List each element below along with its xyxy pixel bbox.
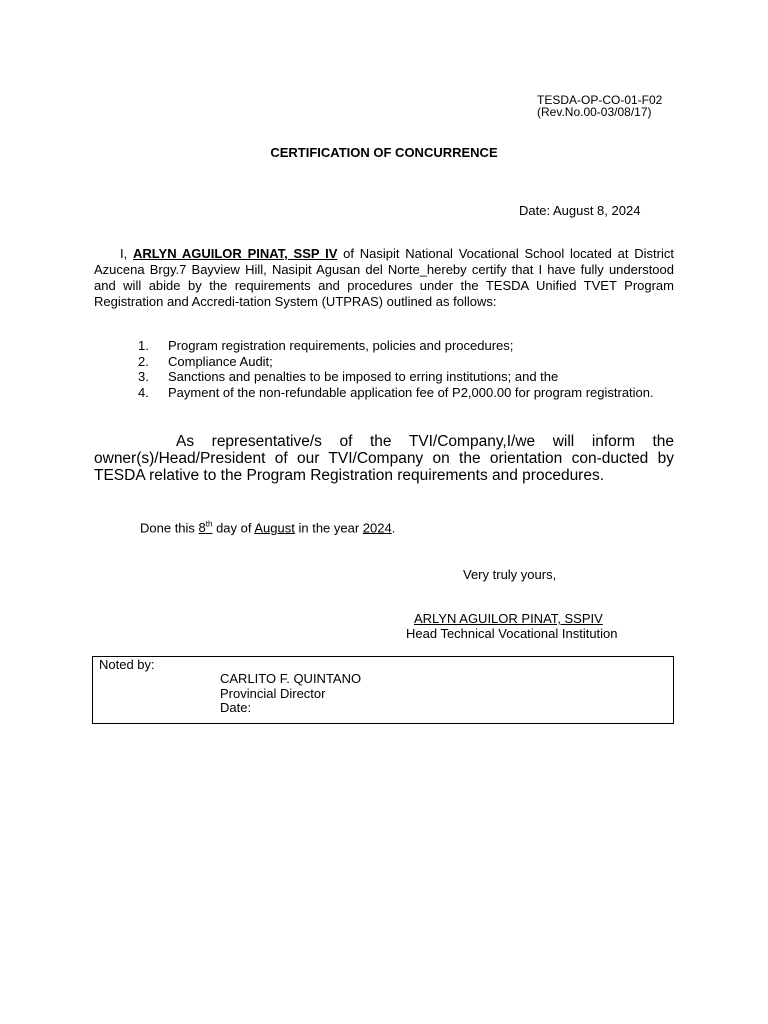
list-text: Compliance Audit;: [168, 353, 273, 369]
closing-line: Very truly yours,: [463, 567, 557, 582]
done-mid2: in the year: [294, 520, 363, 536]
list-number: 1.: [138, 338, 149, 353]
noted-by-box: [92, 656, 674, 724]
noted-position: Provincial Director: [220, 686, 326, 701]
list-item: [138, 385, 674, 401]
done-year: 2024: [362, 520, 392, 536]
document-title-text: CERTIFICATION OF CONCURRENCE: [270, 145, 498, 160]
done-prefix: Done this: [140, 520, 199, 536]
certifier-name: ARLYN AGUILOR PINAT, SSP IV: [133, 246, 338, 261]
done-day-suffix: th: [205, 520, 213, 529]
done-line: [140, 520, 395, 535]
signer-title: Head Technical Vocational Institution: [406, 626, 618, 641]
list-item: [138, 369, 674, 385]
done-day-number: 8: [198, 520, 206, 536]
list-item: [138, 338, 674, 354]
list-text: Sanctions and penalties to be imposed to erring institutions; and the: [168, 369, 559, 384]
list-text: Program registration requirements, policies and procedures;: [168, 338, 514, 353]
noted-name: CARLITO F. QUINTANO: [220, 671, 362, 686]
document-title: [0, 145, 768, 160]
signer-name: ARLYN AGUILOR PINAT, SSPIV: [414, 611, 603, 626]
date-line: Date: August 8, 2024: [519, 203, 641, 218]
noted-label: Noted by:: [99, 657, 155, 672]
noted-date-label: Date:: [220, 700, 252, 715]
list-item: [138, 354, 674, 370]
form-code-block: [537, 94, 662, 118]
list-number: 4.: [138, 384, 149, 400]
revision-number: (Rev.No.00-03/08/17): [537, 105, 652, 119]
list-number: 3.: [138, 369, 149, 384]
paragraph-body: of Nasipit National Vocational School located at District Azucena Brgy.7 Bayview Hill, Nasipit Agusan del Norte_hereby certify that I have fully understood and will abide by the requirements and procedures under the TESDA Unified TVET Program Registration and Accredi-tation System (UTPRAS) outlined as follows:: [94, 246, 674, 309]
done-mid1: day of: [212, 520, 255, 536]
certification-paragraph: [94, 246, 674, 310]
done-end: .: [391, 520, 396, 536]
representative-paragraph: As representative/s of the TVI/Company,I/we will inform the owner(s)/Head/President of our TVI/Company on the orientation con-ducted by TESDA relative to the Program Registration requirements and procedures.: [94, 433, 674, 484]
paragraph-intro: I,: [120, 246, 133, 261]
list-text: Payment of the non-refundable application fee of P2,000.00 for program registration.: [168, 384, 654, 400]
done-month: August: [254, 520, 295, 536]
form-code: TESDA-OP-CO-01-F02: [537, 93, 663, 107]
requirements-list: [138, 338, 674, 400]
list-number: 2.: [138, 353, 149, 369]
done-day: [199, 520, 213, 535]
